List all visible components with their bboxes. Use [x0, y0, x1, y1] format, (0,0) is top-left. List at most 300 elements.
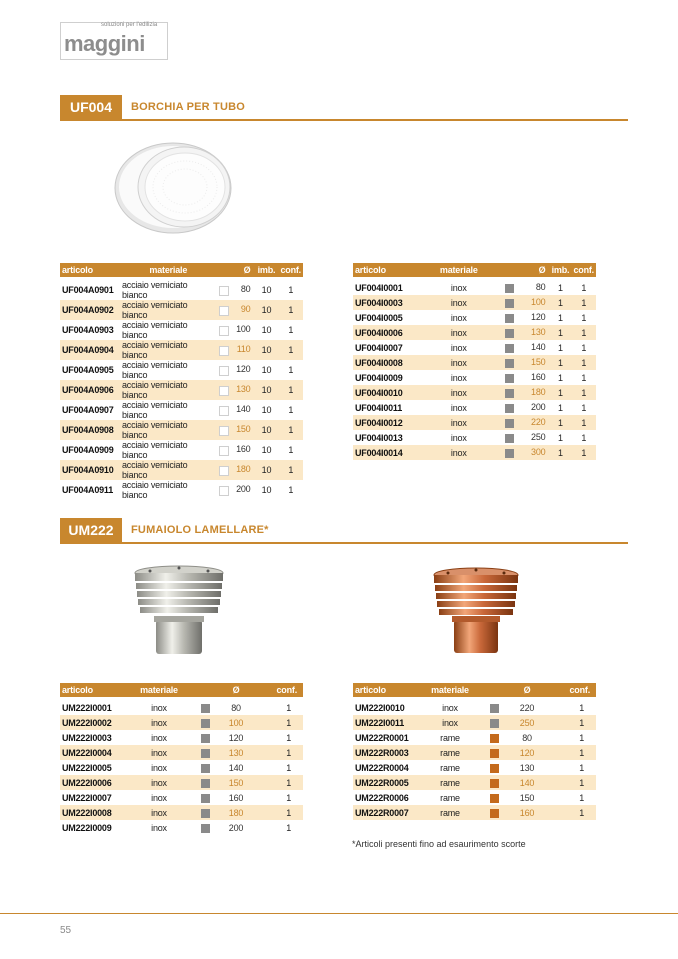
steel-swatch [201, 764, 210, 773]
imb: 1 [558, 342, 563, 353]
section-header-um222 [60, 518, 628, 544]
article-code: UF004I0013 [355, 432, 403, 443]
material: acciaio verniciato bianco [121, 320, 188, 340]
diameter-cell [217, 320, 255, 340]
conf: 1 [581, 372, 587, 383]
imb: 1 [549, 445, 571, 460]
material: acciaio verniciato bianco [121, 440, 188, 460]
conf: 1 [579, 732, 584, 743]
conf: 1 [256, 745, 303, 760]
color-swatch-cell [194, 700, 216, 715]
diameter-cell [217, 480, 255, 500]
col-header [194, 683, 216, 697]
diameter: 80 [522, 732, 532, 743]
article-code: UF004I0003 [353, 295, 415, 310]
diameter-cell [217, 280, 255, 300]
diameter-cell [217, 300, 255, 320]
diameter: 160 [236, 444, 251, 454]
imb: 1 [549, 295, 571, 310]
copper-swatch [490, 749, 499, 758]
conf: 1 [571, 295, 596, 310]
conf: 1 [286, 732, 291, 743]
diameter: 130 [531, 327, 546, 337]
article-code: UF004A0910 [60, 460, 120, 480]
table-row [60, 805, 303, 820]
imb: 10 [254, 460, 278, 480]
article-code: UM222I0007 [62, 792, 112, 803]
article-code: UF004I0005 [355, 312, 403, 323]
table-row [60, 730, 303, 745]
table-row [60, 420, 303, 440]
material: rame [440, 732, 460, 743]
diameter: 130 [216, 745, 256, 760]
diameter: 150 [531, 357, 546, 367]
imb: 1 [558, 432, 563, 443]
material: inox [124, 745, 194, 760]
table-row [353, 715, 596, 730]
color-swatch-cell [481, 745, 507, 760]
article-code: UM222I0006 [60, 775, 124, 790]
material: acciaio verniciato bianco [120, 300, 217, 320]
diameter: 180 [216, 805, 256, 820]
article-code: UM222R0001 [355, 732, 409, 743]
diameter: 160 [228, 792, 244, 803]
diameter-cell [503, 280, 550, 295]
color-swatch-cell [194, 820, 216, 835]
imb: 10 [254, 340, 278, 360]
steel-swatch [201, 779, 210, 788]
conf: 1 [288, 445, 294, 455]
article-code: UF004A0904 [60, 340, 120, 360]
article-code: UF004I0009 [355, 372, 403, 383]
diameter: 160 [507, 805, 547, 820]
conf: 1 [547, 775, 596, 790]
material: inox [450, 342, 467, 353]
copper-swatch [490, 809, 499, 818]
table-row [60, 480, 303, 500]
table-row [353, 385, 596, 400]
conf: 1 [288, 285, 294, 295]
article-code: UM222R0007 [353, 805, 419, 820]
diameter-cell [503, 445, 550, 460]
material: inox [442, 702, 458, 713]
white-swatch [219, 306, 229, 316]
article-code: UF004I0011 [355, 402, 403, 413]
steel-swatch [505, 299, 514, 308]
imb: 10 [254, 380, 278, 400]
article-code: UM222I0011 [353, 715, 419, 730]
steel-swatch [505, 374, 514, 383]
diameter: 180 [531, 387, 546, 397]
brand-logo [60, 22, 168, 60]
material: inox [415, 445, 503, 460]
steel-swatch [201, 704, 210, 713]
color-swatch-cell [481, 805, 507, 820]
diameter-cell [217, 420, 255, 440]
conf: 1 [256, 715, 303, 730]
material: inox [124, 805, 194, 820]
table-row [60, 790, 303, 805]
diameter-cell [217, 460, 255, 480]
conf: 1 [579, 702, 584, 713]
material: inox [151, 762, 167, 773]
diameter: 160 [531, 372, 546, 382]
material: acciaio verniciato bianco [120, 420, 217, 440]
steel-swatch [505, 449, 514, 458]
article-code: UM222I0005 [62, 762, 112, 773]
product-image-borchia [113, 136, 238, 236]
table-row [60, 280, 303, 300]
article-code: UF004I0014 [353, 445, 415, 460]
imb: 1 [549, 415, 571, 430]
copper-swatch [490, 794, 499, 803]
diameter: 120 [228, 732, 244, 743]
diameter-cell [503, 310, 550, 325]
article-code: UF004A0908 [60, 420, 120, 440]
diameter: 140 [228, 762, 244, 773]
color-swatch-cell [194, 730, 216, 745]
conf: 1 [579, 792, 584, 803]
diameter-cell [503, 400, 550, 415]
table-row [353, 325, 596, 340]
conf: 1 [579, 762, 584, 773]
table-row [60, 380, 303, 400]
conf: 1 [571, 355, 596, 370]
material: rame [419, 805, 481, 820]
diameter: 120 [531, 312, 546, 322]
color-swatch-cell [194, 805, 216, 820]
diameter: 90 [240, 304, 251, 314]
steel-swatch [201, 734, 210, 743]
conf: 1 [278, 460, 303, 480]
diameter: 250 [507, 715, 547, 730]
section-code: UM222 [60, 518, 122, 542]
article-code: UF004A0906 [60, 380, 120, 400]
conf: 1 [288, 365, 294, 375]
table-row [60, 760, 303, 775]
color-swatch-cell [481, 790, 507, 805]
brand-tagline: soluzioni per l'edilizia [101, 22, 158, 28]
article-code: UF004I0008 [353, 355, 415, 370]
table-row [353, 295, 596, 310]
table-row [353, 790, 596, 805]
table-row [353, 760, 596, 775]
brand-name: maggini [64, 31, 145, 56]
steel-swatch [201, 719, 210, 728]
article-code: UM222I0001 [62, 702, 112, 713]
material: rame [419, 745, 481, 760]
article-code: UF004A0905 [62, 365, 114, 375]
conf: 1 [571, 445, 596, 460]
table-uf004-inox [353, 263, 596, 460]
col-header: conf. [571, 263, 596, 277]
steel-swatch [505, 329, 514, 338]
article-code: UF004I0010 [353, 385, 415, 400]
steel-swatch [490, 704, 499, 713]
color-swatch-cell [481, 775, 507, 790]
white-swatch [219, 286, 229, 296]
diameter-cell [217, 340, 255, 360]
col-header: imb. [254, 263, 278, 277]
conf: 1 [571, 415, 596, 430]
imb: 10 [261, 485, 272, 495]
diameter: 140 [507, 775, 547, 790]
diameter: 220 [531, 417, 546, 427]
imb: 1 [558, 372, 563, 383]
diameter: 200 [236, 484, 251, 494]
copper-swatch [490, 764, 499, 773]
article-code: UM222I0003 [62, 732, 112, 743]
diameter: 140 [236, 404, 251, 414]
col-header: Ø [507, 683, 547, 697]
diameter: 130 [519, 762, 535, 773]
diameter: 110 [236, 344, 251, 354]
diameter: 250 [531, 432, 546, 442]
steel-swatch [505, 419, 514, 428]
steel-swatch [201, 794, 210, 803]
table-row [353, 445, 596, 460]
table-row [60, 340, 303, 360]
article-code: UM222R0006 [355, 792, 409, 803]
steel-swatch [201, 749, 210, 758]
article-code: UM222I0002 [60, 715, 124, 730]
material: inox [450, 282, 467, 293]
table-row [353, 340, 596, 355]
conf: 1 [547, 745, 596, 760]
article-code: UF004A0909 [62, 445, 114, 455]
white-swatch [219, 426, 229, 436]
material: rame [419, 775, 481, 790]
article-code: UM222R0005 [353, 775, 419, 790]
diameter: 150 [519, 792, 535, 803]
conf: 1 [288, 485, 294, 495]
steel-swatch [490, 719, 499, 728]
table-um222-rame [353, 683, 596, 820]
diameter: 200 [228, 822, 244, 833]
conf: 1 [581, 402, 587, 413]
conf: 1 [288, 405, 294, 415]
color-swatch-cell [194, 790, 216, 805]
material: inox [124, 715, 194, 730]
diameter: 150 [236, 424, 251, 434]
section-header-uf004 [60, 95, 628, 121]
section-title: FUMAIOLO LAMELLARE* [131, 524, 269, 536]
diameter-cell [217, 400, 255, 420]
conf: 1 [278, 420, 303, 440]
article-code: UF004I0007 [355, 342, 403, 353]
footer-divider [0, 913, 678, 914]
material: inox [415, 415, 503, 430]
material: acciaio verniciato bianco [121, 360, 188, 380]
table-row [353, 775, 596, 790]
steel-swatch [201, 809, 210, 818]
table-row [60, 300, 303, 320]
material: rame [440, 762, 460, 773]
col-header: Ø [216, 683, 256, 697]
imb: 1 [558, 282, 563, 293]
col-header: materiale [419, 683, 481, 697]
diameter: 120 [507, 745, 547, 760]
material: inox [415, 295, 503, 310]
white-swatch [219, 366, 229, 376]
steel-swatch [505, 404, 514, 413]
imb: 1 [558, 312, 563, 323]
diameter-cell [217, 360, 255, 380]
article-code: UF004I0006 [353, 325, 415, 340]
white-swatch [219, 386, 229, 396]
table-row [60, 460, 303, 480]
table-row [353, 400, 596, 415]
imb: 1 [549, 355, 571, 370]
imb: 10 [261, 325, 272, 335]
article-code: UM222I0009 [62, 822, 112, 833]
table-row [60, 715, 303, 730]
conf: 1 [581, 342, 587, 353]
col-header: conf. [278, 263, 303, 277]
table-row [353, 370, 596, 385]
table-row [353, 280, 596, 295]
table-row [60, 700, 303, 715]
material: inox [450, 402, 467, 413]
material: inox [450, 372, 467, 383]
material: inox [151, 702, 167, 713]
diameter: 300 [531, 447, 546, 457]
table-row [353, 355, 596, 370]
col-header: materiale [415, 263, 503, 277]
table-row [353, 805, 596, 820]
conf: 1 [571, 385, 596, 400]
col-header [481, 683, 507, 697]
article-code: UF004I0001 [355, 282, 403, 293]
conf: 1 [581, 432, 587, 443]
material: inox [124, 775, 194, 790]
material: acciaio verniciato bianco [120, 460, 217, 480]
table-row [353, 700, 596, 715]
imb: 10 [261, 445, 272, 455]
article-code: UF004A0902 [60, 300, 120, 320]
material: acciaio verniciato bianco [120, 340, 217, 360]
steel-swatch [505, 434, 514, 443]
diameter: 130 [236, 384, 251, 394]
material: inox [450, 432, 467, 443]
col-header: materiale [120, 263, 217, 277]
imb: 10 [261, 285, 272, 295]
material: inox [151, 792, 167, 803]
product-image-fumaiolo-rame [428, 566, 526, 656]
conf: 1 [278, 340, 303, 360]
diameter: 100 [236, 324, 251, 334]
table-um222-inox [60, 683, 303, 835]
copper-swatch [490, 779, 499, 788]
material: acciaio verniciato bianco [120, 380, 217, 400]
white-swatch [219, 486, 229, 496]
imb: 10 [254, 420, 278, 440]
stock-note: *Articoli presenti fino ad esaurimento scorte [352, 839, 526, 849]
color-swatch-cell [194, 745, 216, 760]
imb: 1 [549, 385, 571, 400]
color-swatch-cell [481, 700, 507, 715]
article-code: UM222I0010 [355, 702, 405, 713]
conf: 1 [286, 822, 291, 833]
section-title: BORCHIA PER TUBO [131, 101, 246, 113]
imb: 10 [261, 365, 272, 375]
material: acciaio verniciato bianco [121, 280, 188, 300]
table-row [353, 430, 596, 445]
diameter-cell [503, 325, 550, 340]
col-header: materiale [124, 683, 194, 697]
table-row [353, 415, 596, 430]
white-swatch [219, 466, 229, 476]
conf: 1 [286, 702, 291, 713]
col-header: articolo [60, 683, 124, 697]
conf: 1 [278, 380, 303, 400]
color-swatch-cell [481, 715, 507, 730]
white-swatch [219, 406, 229, 416]
diameter-cell [503, 430, 550, 445]
color-swatch-cell [194, 715, 216, 730]
article-code: UM222R0004 [355, 762, 409, 773]
imb: 1 [549, 325, 571, 340]
material: inox [151, 822, 167, 833]
color-swatch-cell [481, 760, 507, 775]
article-code: UM222I0004 [60, 745, 124, 760]
col-header: imb. [549, 263, 571, 277]
table-row [60, 440, 303, 460]
steel-swatch [505, 359, 514, 368]
diameter: 80 [231, 702, 241, 713]
conf: 1 [547, 805, 596, 820]
material: inox [415, 355, 503, 370]
steel-swatch [201, 824, 210, 833]
diameter: 120 [236, 364, 251, 374]
conf: 1 [286, 792, 291, 803]
conf: 1 [288, 325, 294, 335]
table-uf004-verniciato [60, 263, 303, 500]
steel-swatch [505, 314, 514, 323]
conf: 1 [278, 300, 303, 320]
material: inox [415, 325, 503, 340]
diameter: 100 [216, 715, 256, 730]
diameter-cell [217, 440, 255, 460]
col-header: articolo [353, 683, 419, 697]
article-code: UF004A0911 [62, 485, 114, 495]
material: inox [151, 732, 167, 743]
diameter-cell [503, 385, 550, 400]
section-code: UF004 [60, 95, 122, 119]
table-row [60, 320, 303, 340]
diameter: 200 [531, 402, 546, 412]
material: acciaio verniciato bianco [121, 400, 188, 420]
table-row [60, 775, 303, 790]
page-number: 55 [60, 925, 72, 936]
diameter-cell [503, 370, 550, 385]
diameter: 140 [531, 342, 546, 352]
material: acciaio verniciato bianco [121, 480, 188, 500]
table-row [60, 745, 303, 760]
diameter-cell [503, 295, 550, 310]
article-code: UM222R0003 [353, 745, 419, 760]
white-swatch [219, 346, 229, 356]
diameter-cell [503, 415, 550, 430]
col-header: conf. [547, 683, 596, 697]
diameter-cell [503, 340, 550, 355]
white-swatch [219, 326, 229, 336]
conf: 1 [571, 325, 596, 340]
diameter: 180 [236, 464, 251, 474]
article-code: UF004A0907 [62, 405, 114, 415]
table-row [353, 730, 596, 745]
article-code: UM222I0008 [60, 805, 124, 820]
